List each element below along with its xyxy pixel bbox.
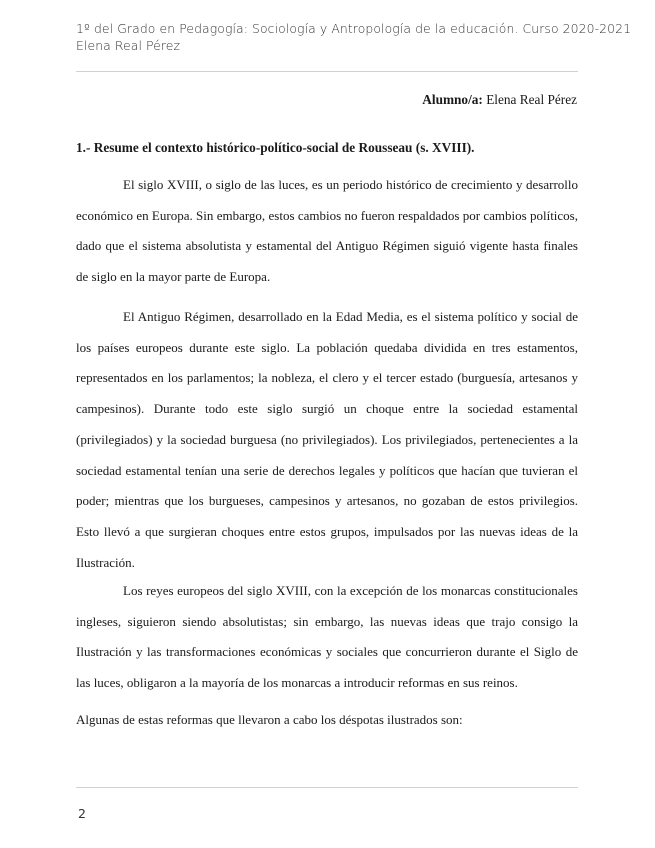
question-heading: 1.- Resume el contexto histórico-político-social de Rousseau (s. XVIII).: [76, 140, 475, 155]
page-header: [76, 20, 632, 54]
paragraph: Algunas de estas reformas que llevaron a cabo los déspotas ilustrados son:: [76, 712, 463, 727]
header-course-line: 1º del Grado en Pedagogía: Sociología y Antropología de la educación. Curso 2020-2021: [76, 21, 632, 36]
paragraph: Los reyes europeos del siglo XVIII, con la excepción de los monarcas constitucionales ingleses, siguieron siendo absolutistas; sin embargo, las nuevas ideas que trajo consigo la Ilustración y las transformaciones económicas y sociales que concurrieron durante el Siglo de las luces, obligaron a la mayoría de los monarcas a introducir reformas en sus reinos.: [76, 583, 578, 691]
paragraph: El Antiguo Régimen, desarrollado en la Edad Media, es el sistema político y social de los países europeos durante este siglo. La población quedaba dividida en tres estamentos, representados en los parlamentos; la nobleza, el clero y el tercer estado (burguesía, artesanos y campesinos). Durante todo este siglo surgió un choque entre la sociedad estamental (privilegiados) y la sociedad burguesa (no privilegiados). Los privilegiados, pertenecientes a la sociedad estamental tenían una serie de derechos legales y políticos que hacían que tuvieran el poder; mientras que los burgueses, campesinos y artesanos, no gozaban de estos privilegios. Esto llevó a que surgieran choques entre estos grupos, impulsados por las nuevas ideas de la Ilustración.: [76, 309, 578, 570]
header-divider: [76, 71, 578, 72]
page-number: 2: [78, 806, 86, 821]
student-label: Alumno/a:: [422, 92, 483, 107]
header-author-line: Elena Real Pérez: [76, 38, 181, 53]
student-name: Elena Real Pérez: [486, 92, 577, 107]
paragraph: El siglo XVIII, o siglo de las luces, es un periodo histórico de crecimiento y desarrollo económico en Europa. Sin embargo, estos cambios no fueron respaldados por cambios políticos, dado que el sistema absolutista y estamental del Antiguo Régimen siguió vigente hasta finales de siglo en la mayor parte de Europa.: [76, 177, 578, 285]
footer-divider: [76, 787, 578, 788]
student-line: [422, 92, 577, 108]
